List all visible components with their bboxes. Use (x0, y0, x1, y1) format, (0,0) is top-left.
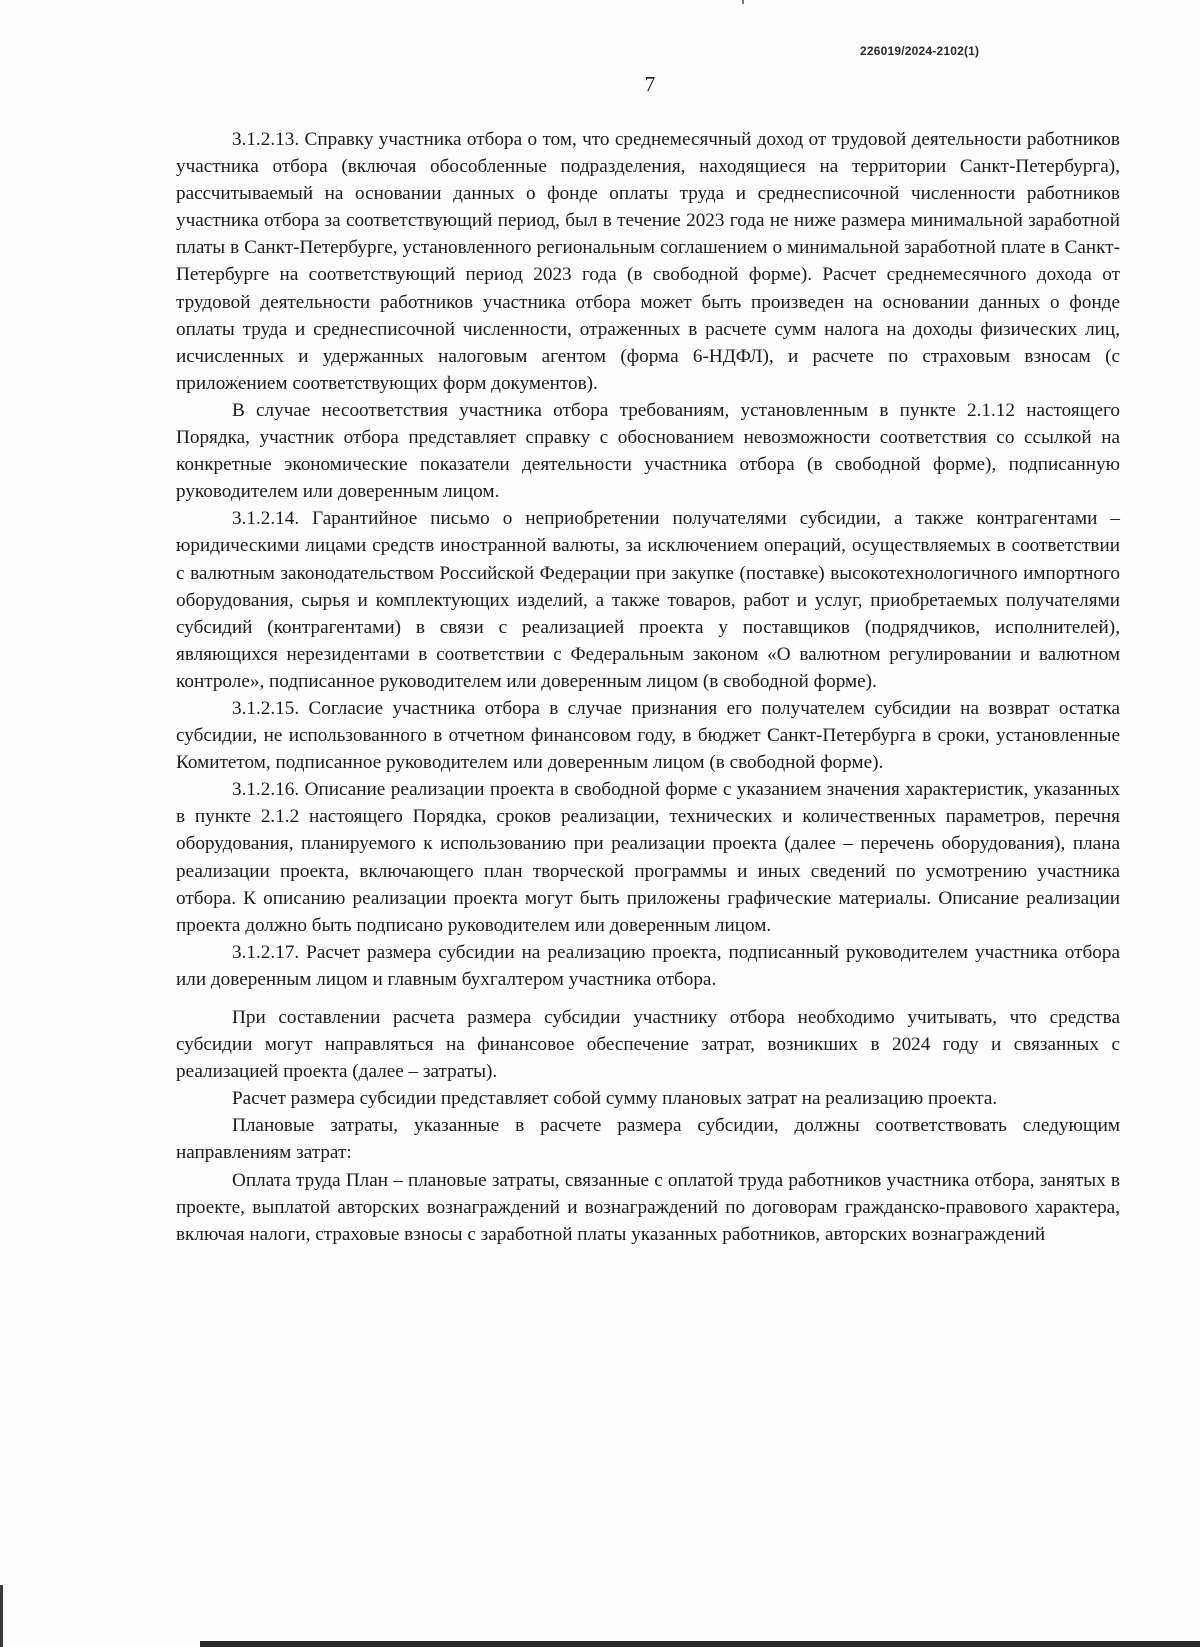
scan-artifact-top (742, 0, 744, 4)
paragraph-planned-costs-sum: Расчет размера субсидии представляет собой сумму плановых затрат на реализацию проекта. (232, 1088, 998, 1110)
paragraph-3-1-2-15: 3.1.2.15. Согласие участника отбора в случае признания его получателем субсидии на возврат остатка субсидии, не использованного в отчетном финансовом году, в бюджет Санкт-Петербурга в сроки, установленные Комитетом, подписанное руководителем или доверенным лицом (в свободной форме). (176, 697, 1120, 774)
paragraph-cost-directions: Плановые затраты, указанные в расчете размера субсидии, должны соответствовать следующим направлениям затрат: (176, 1115, 1120, 1164)
paragraph-3-1-2-14: 3.1.2.14. Гарантийное письмо о неприобретении получателями субсидии, а также контрагентами – юридическими лицами средств иностранной валюты, за исключением операций, осуществляемых в соответствии с валютным законодательством Российской Федерации при закупке (поставке) высокотехнологичного импортного оборудования, сырья и комплектующих изделий, а также товаров, работ и услуг, приобретаемых получателями субсидий (контрагентами) в связи с реализацией проекта у поставщиков (подрядчиков, исполнителей), являющихся нерезидентами в соответствии с Федеральным законом «О валютном регулировании и валютном контроле», подписанное руководителем или доверенным лицом (в свободной форме). (176, 508, 1120, 692)
scan-artifact-left-edge (0, 1585, 3, 1647)
paragraph-labor-costs: Оплата труда План – плановые затраты, связанные с оплатой труда работников участника отбора, занятых в проекте, выплатой авторских вознаграждений и вознаграждений по договорам гражданско-правового характера, включая налоги, страховые взносы с заработной платы указанных работников, авторских вознаграждений (176, 1169, 1120, 1245)
paragraph-3-1-2-16: 3.1.2.16. Описание реализации проекта в свободной форме с указанием значения характеристик, указанных в пункте 2.1.2 настоящего Порядка, сроков реализации, технических и количественных параметров, перечня оборудования, планируемого к использованию при реализации проекта (далее – перечень оборудования), плана реализации проекта, включающего план творческой программы и иных сведений по усмотрению участника отбора. К описанию реализации проекта могут быть приложены графические материалы. Описание реализации проекта должно быть подписано руководителем или доверенным лицом. (176, 779, 1120, 936)
scan-artifact-bottom-edge (200, 1641, 1200, 1647)
paragraph-noncompliance: В случае несоответствия участника отбора требованиям, установленным в пункте 2.1.12 настоящего Порядка, участник отбора представляет справку с обоснованием невозможности соответствия со ссылкой на конкретные экономические показатели деятельности участника отбора (в свободной форме), подписанную руководителем или доверенным лицом. (176, 399, 1120, 503)
page-number: 7 (644, 72, 656, 96)
paragraph-3-1-2-13: 3.1.2.13. Справку участника отбора о том, что среднемесячный доход от трудовой деятельности работников участника отбора (включая обособленные подразделения, находящиеся на территории Санкт-Петербурга), рассчитываемый на основании данных о фонде оплаты труда и среднесписочной численности работников участника отбора за соответствующий период, был в течение 2023 года не ниже размера минимальной заработной платы в Санкт-Петербурге, установленного региональным соглашением о минимальной заработной плате в Санкт-Петербурге на соответствующий период 2023 года (в свободной форме). Расчет среднемесячного дохода от трудовой деятельности работников участника отбора может быть произведен на основании данных о фонде оплаты труда и среднесписочной численности, отраженных в расчете сумм налога на доходы физических лиц, исчисленных и удержанных налоговым агентом (форма 6-НДФЛ), и расчете по страховым взносам (с приложением соответствующих форм документов). (176, 129, 1120, 394)
document-body (176, 126, 1120, 1248)
document-number: 226019/2024-2102(1) (860, 44, 980, 58)
paragraph-subsidy-calculation: При составлении расчета размера субсидии участнику отбора необходимо учитывать, что средства субсидии могут направляться на финансовое обеспечение затрат, возникших в 2024 году и связанных с реализацией проекта (далее – затраты). (176, 1007, 1120, 1083)
paragraph-3-1-2-17: 3.1.2.17. Расчет размера субсидии на реализацию проекта, подписанный руководителем участника отбора или доверенным лицом и главным бухгалтером участника отбора. (176, 941, 1120, 990)
